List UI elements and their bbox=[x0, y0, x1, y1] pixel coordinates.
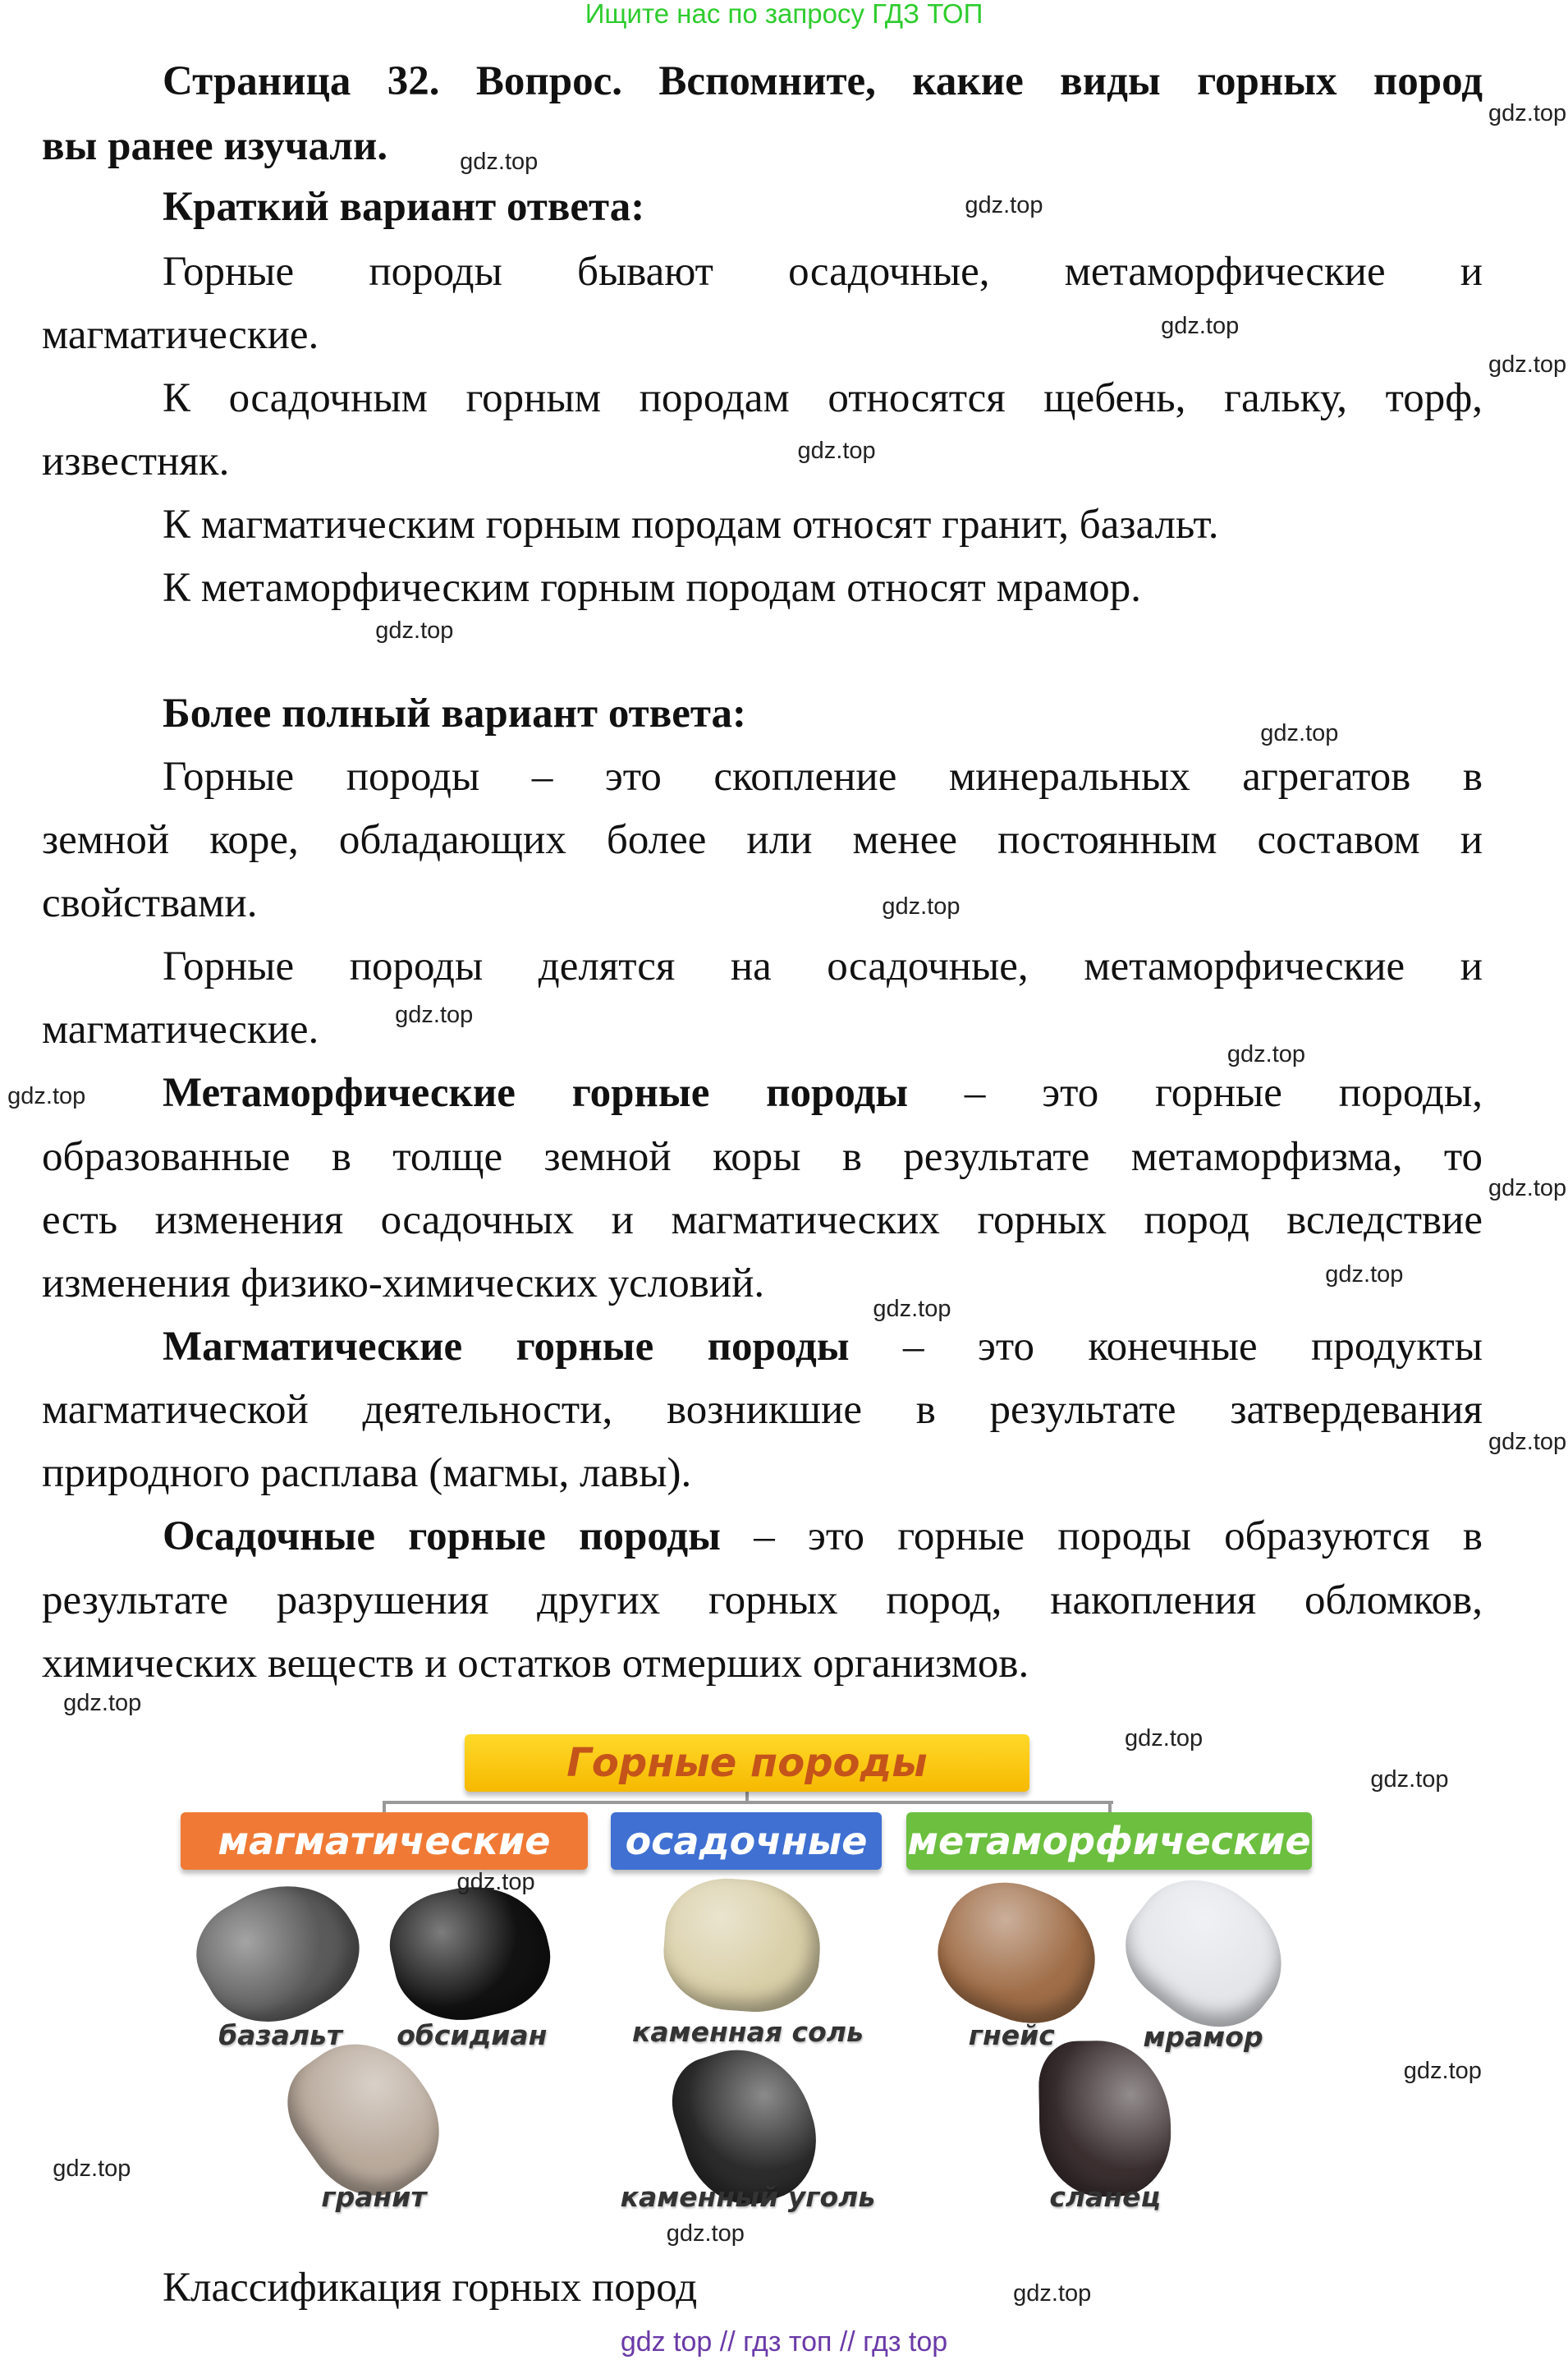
watermark: gdz.top bbox=[375, 617, 454, 644]
watermark: gdz.top bbox=[873, 1295, 951, 1322]
heading-line: Более полный вариант ответа: bbox=[163, 691, 747, 737]
watermark: gdz.top bbox=[63, 1690, 142, 1717]
text-line: земной коре, обладающих более или менее постоянным составом и bbox=[42, 817, 1483, 863]
watermark: gdz.top bbox=[1488, 1428, 1567, 1455]
text-line: Горные породы делятся на осадочные, метаморфические и bbox=[163, 943, 1483, 989]
watermark: gdz.top bbox=[1488, 351, 1567, 379]
watermark: gdz.top bbox=[1403, 2057, 1482, 2084]
search-banner[interactable]: Ищите нас по запросу ГДЗ ТОП bbox=[585, 0, 983, 29]
watermark: gdz.top bbox=[1260, 719, 1339, 746]
watermark: gdz.top bbox=[1226, 1040, 1306, 1067]
rock-label: гнейс bbox=[968, 2019, 1055, 2052]
term: Магматические горные породы bbox=[163, 1324, 850, 1370]
text-line: магматические. bbox=[42, 312, 319, 358]
watermark: gdz.top bbox=[53, 2155, 131, 2182]
rock-image bbox=[379, 1868, 561, 2035]
root-label: Горные породы bbox=[566, 1740, 928, 1786]
text-line bbox=[163, 1069, 1483, 1117]
root-box bbox=[465, 1734, 1029, 1792]
category-label: осадочные bbox=[625, 1819, 868, 1863]
rock-label: базальт bbox=[218, 2019, 343, 2052]
watermark: gdz.top bbox=[1488, 1175, 1567, 1202]
rock-image bbox=[659, 1875, 824, 2017]
text-line: изменения физико-химических условий. bbox=[42, 1260, 765, 1306]
text-line: К осадочным горным породам относятся щебень, гальку, торф, bbox=[163, 375, 1483, 421]
watermark: gdz.top bbox=[395, 1001, 474, 1028]
text-line: известняк. bbox=[42, 438, 230, 484]
watermark: gdz.top bbox=[797, 438, 876, 465]
text-line: магматической деятельности, возникшие в результате затвердевания bbox=[42, 1387, 1483, 1433]
text-line bbox=[163, 1513, 1483, 1560]
text-line: магматические. bbox=[42, 1007, 319, 1053]
definition: – это горные породы образуются в bbox=[720, 1513, 1483, 1559]
watermark: gdz.top bbox=[1488, 99, 1567, 126]
watermark: gdz.top bbox=[1013, 2280, 1092, 2307]
rock-label: гранит bbox=[321, 2180, 427, 2213]
watermark: gdz.top bbox=[1125, 1725, 1204, 1752]
rock-label: каменная соль bbox=[631, 2016, 864, 2049]
category-label: магматические bbox=[218, 1819, 551, 1863]
rock-label: сланец bbox=[1049, 2180, 1161, 2213]
watermark: gdz.top bbox=[460, 148, 539, 175]
text-line: К метаморфическим горным породам относят мрамор. bbox=[163, 565, 1142, 611]
category-label: метаморфические bbox=[907, 1819, 1311, 1863]
category-metamorphic bbox=[906, 1812, 1312, 1870]
heading-line: Краткий вариант ответа: bbox=[163, 184, 645, 230]
text-line: образованные в толще земной коры в результате метаморфизма, то bbox=[42, 1134, 1483, 1180]
rock-label: мрамор bbox=[1143, 2020, 1263, 2053]
definition: – это горные породы, bbox=[908, 1070, 1483, 1116]
rock-image bbox=[921, 1864, 1114, 2042]
watermark: gdz.top bbox=[7, 1083, 86, 1110]
watermark: gdz.top bbox=[1161, 312, 1240, 339]
watermark: gdz.top bbox=[456, 1868, 535, 1895]
definition: – это конечные продукты bbox=[849, 1324, 1483, 1370]
watermark: gdz.top bbox=[1370, 1766, 1449, 1793]
text-line: Горные породы – это скопление минеральных агрегатов в bbox=[163, 754, 1483, 800]
watermark: gdz.top bbox=[965, 191, 1043, 218]
rock-image bbox=[1038, 2040, 1171, 2198]
text-line: результате разрушения других горных пород, накопления обломков, bbox=[42, 1577, 1483, 1623]
heading-line: вы ранее изучали. bbox=[42, 123, 388, 169]
connector-line bbox=[383, 1801, 1113, 1804]
text-line: свойствами. bbox=[42, 880, 258, 926]
text-line bbox=[163, 1323, 1483, 1370]
watermark: gdz.top bbox=[882, 893, 961, 920]
watermark: gdz.top bbox=[1325, 1260, 1404, 1288]
term: Осадочные горные породы bbox=[163, 1513, 721, 1559]
term: Метаморфические горные породы bbox=[163, 1070, 909, 1116]
text-line: есть изменения осадочных и магматических горных пород вследствие bbox=[42, 1197, 1483, 1243]
text-line: Горные породы бывают осадочные, метаморфические и bbox=[163, 249, 1483, 295]
text-line: К магматическим горным породам относят гранит, базальт. bbox=[163, 502, 1219, 548]
watermark: gdz.top bbox=[666, 2220, 745, 2247]
text-line: химических веществ и остатков отмерших организмов. bbox=[42, 1641, 1029, 1687]
category-sedimentary bbox=[611, 1812, 882, 1870]
heading-line: Страница 32. Вопрос. Вспомните, какие виды горных пород bbox=[163, 58, 1483, 104]
rock-label: каменный уголь bbox=[620, 2180, 876, 2213]
figure-caption: Классификация горных пород bbox=[163, 2265, 698, 2311]
text-line: природного расплава (магмы, лавы). bbox=[42, 1450, 692, 1496]
footer-links[interactable]: gdz top // гдз топ // гдз top bbox=[620, 2326, 948, 2358]
category-igneous bbox=[181, 1812, 588, 1870]
rock-label: обсидиан bbox=[397, 2019, 548, 2052]
